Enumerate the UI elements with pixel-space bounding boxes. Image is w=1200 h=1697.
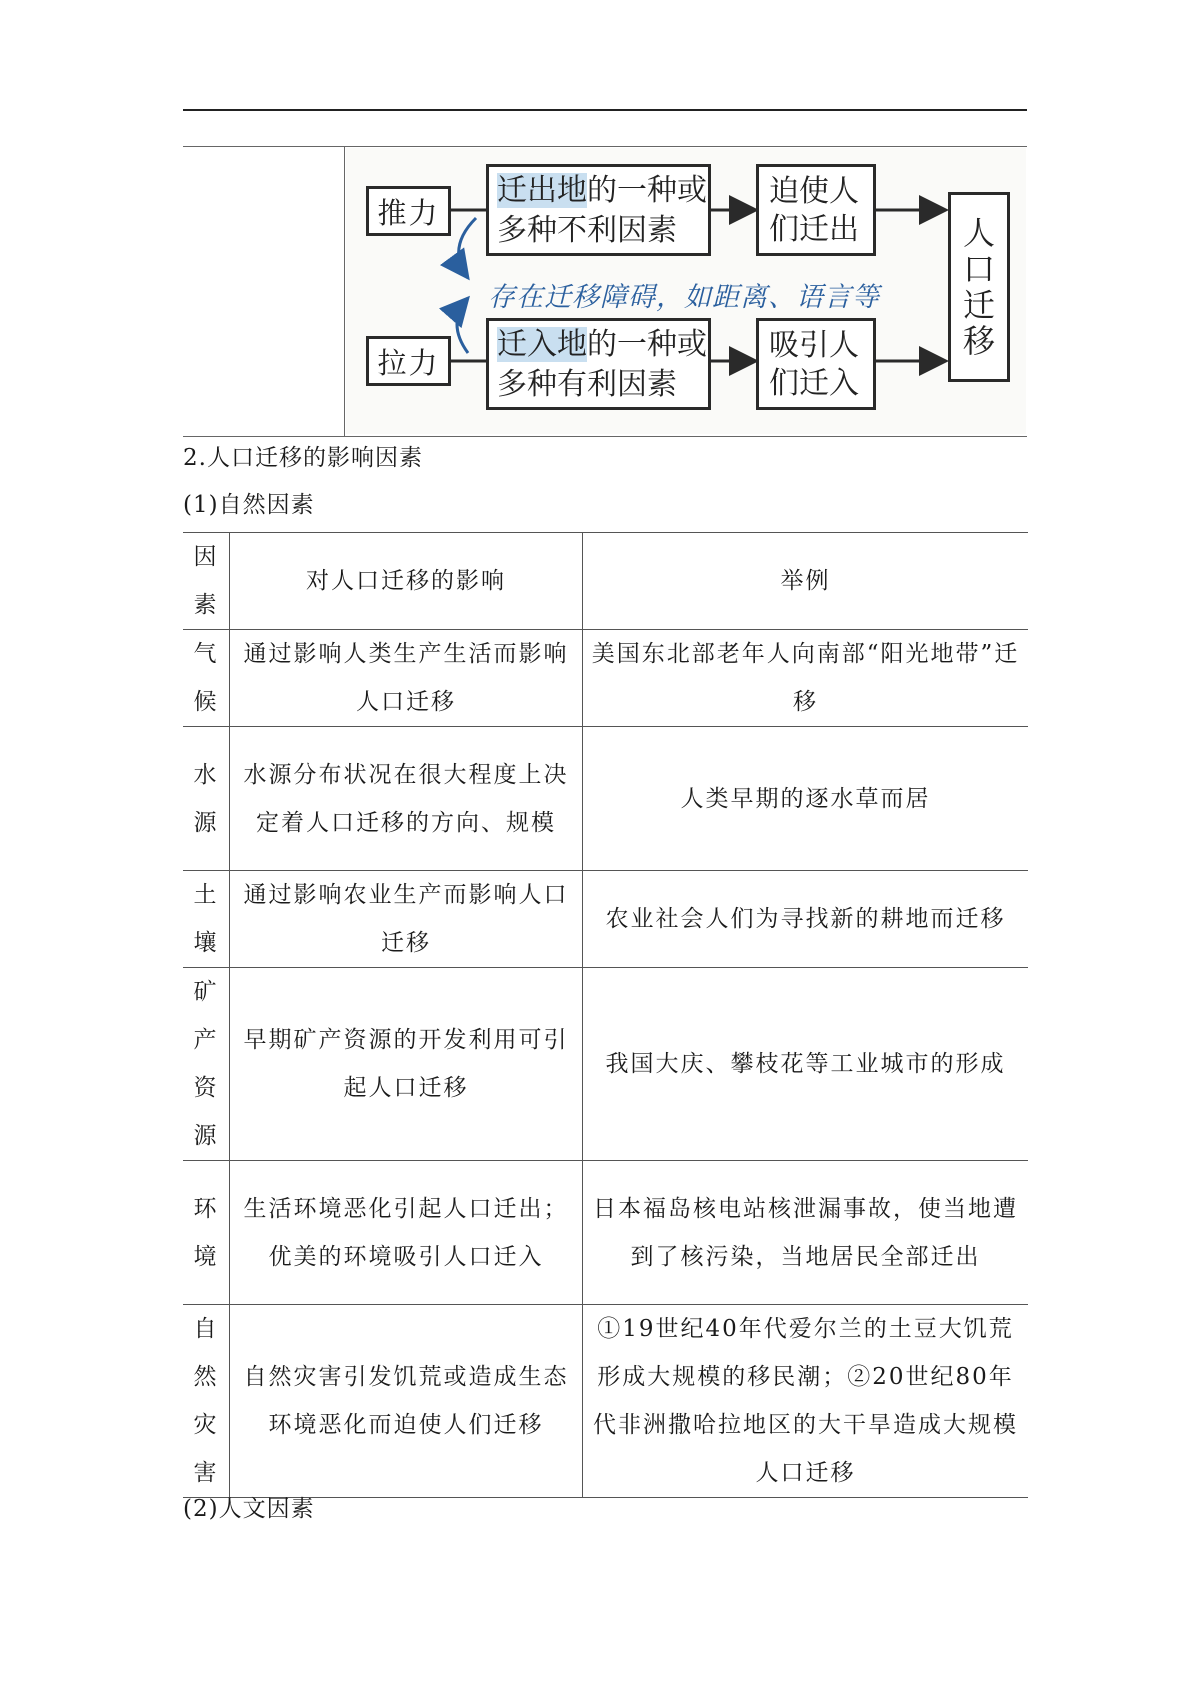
header-example: 举例 [583,533,1029,630]
table-row [183,968,1028,1161]
table-row [183,630,1028,727]
factor-cell: 矿产资源 [183,968,230,1161]
factor-cell: 自然灾害 [183,1305,230,1498]
push-result-box: 迫使人 们迁出 [756,164,876,256]
factor-cell: 土壤 [183,871,230,968]
push-box: 推力 [366,186,451,236]
barrier-arrow-down [459,218,476,278]
barrier-arrow-up [457,298,468,353]
table-header-row [183,533,1028,630]
header-impact: 对人口迁移的影响 [230,533,583,630]
section-2-title: 2.人口迁移的影响因素 [183,445,423,471]
table-column-divider [344,146,345,436]
subsection-human-title: (2)人文因素 [183,1496,315,1522]
table-bottom-border [183,436,1027,437]
example-cell: 美国东北部老年人向南部“阳光地带”迁移 [583,630,1029,727]
migration-box: 人 口 迁 移 [948,192,1010,382]
example-cell: 人类早期的逐水草而居 [583,727,1029,871]
impact-cell: 水源分布状况在很大程度上决定着人口迁移的方向、规模 [230,727,583,871]
pull-factor-box: 迁入地的一种或 多种有利因素 [486,318,711,410]
impact-cell: 自然灾害引发饥荒或造成生态环境恶化而迫使人们迁移 [230,1305,583,1498]
header-factor: 因素 [183,533,230,630]
pull-result-box: 吸引人 们迁入 [756,318,876,410]
table-row [183,1305,1028,1498]
example-cell: ①19世纪40年代爱尔兰的土豆大饥荒形成大规模的移民潮；②20世纪80年代非洲撒哈拉地区的大干旱造成大规模人口迁移 [583,1305,1029,1498]
factor-cell: 环境 [183,1161,230,1305]
impact-cell: 生活环境恶化引起人口迁出；优美的环境吸引人口迁入 [230,1161,583,1305]
natural-factors-table [183,532,1028,1498]
factor-cell: 水源 [183,727,230,871]
impact-cell: 通过影响农业生产而影响人口迁移 [230,871,583,968]
subsection-natural-title: (1)自然因素 [183,492,315,518]
impact-cell: 早期矿产资源的开发利用可引起人口迁移 [230,968,583,1161]
push-factor-box: 迁出地的一种或 多种不利因素 [486,164,711,256]
impact-cell: 通过影响人类生产生活而影响人口迁移 [230,630,583,727]
pull-box: 拉力 [366,336,451,386]
table-row [183,1161,1028,1305]
example-cell: 日本福岛核电站核泄漏事故，使当地遭到了核污染，当地居民全部迁出 [583,1161,1029,1305]
table-top-border [183,146,1027,147]
top-rule [183,109,1027,111]
barrier-note: 存在迁移障碍，如距离、语言等 [488,282,880,313]
factor-cell: 气候 [183,630,230,727]
table-row [183,871,1028,968]
example-cell: 农业社会人们为寻找新的耕地而迁移 [583,871,1029,968]
table-row [183,727,1028,871]
example-cell: 我国大庆、攀枝花等工业城市的形成 [583,968,1029,1161]
